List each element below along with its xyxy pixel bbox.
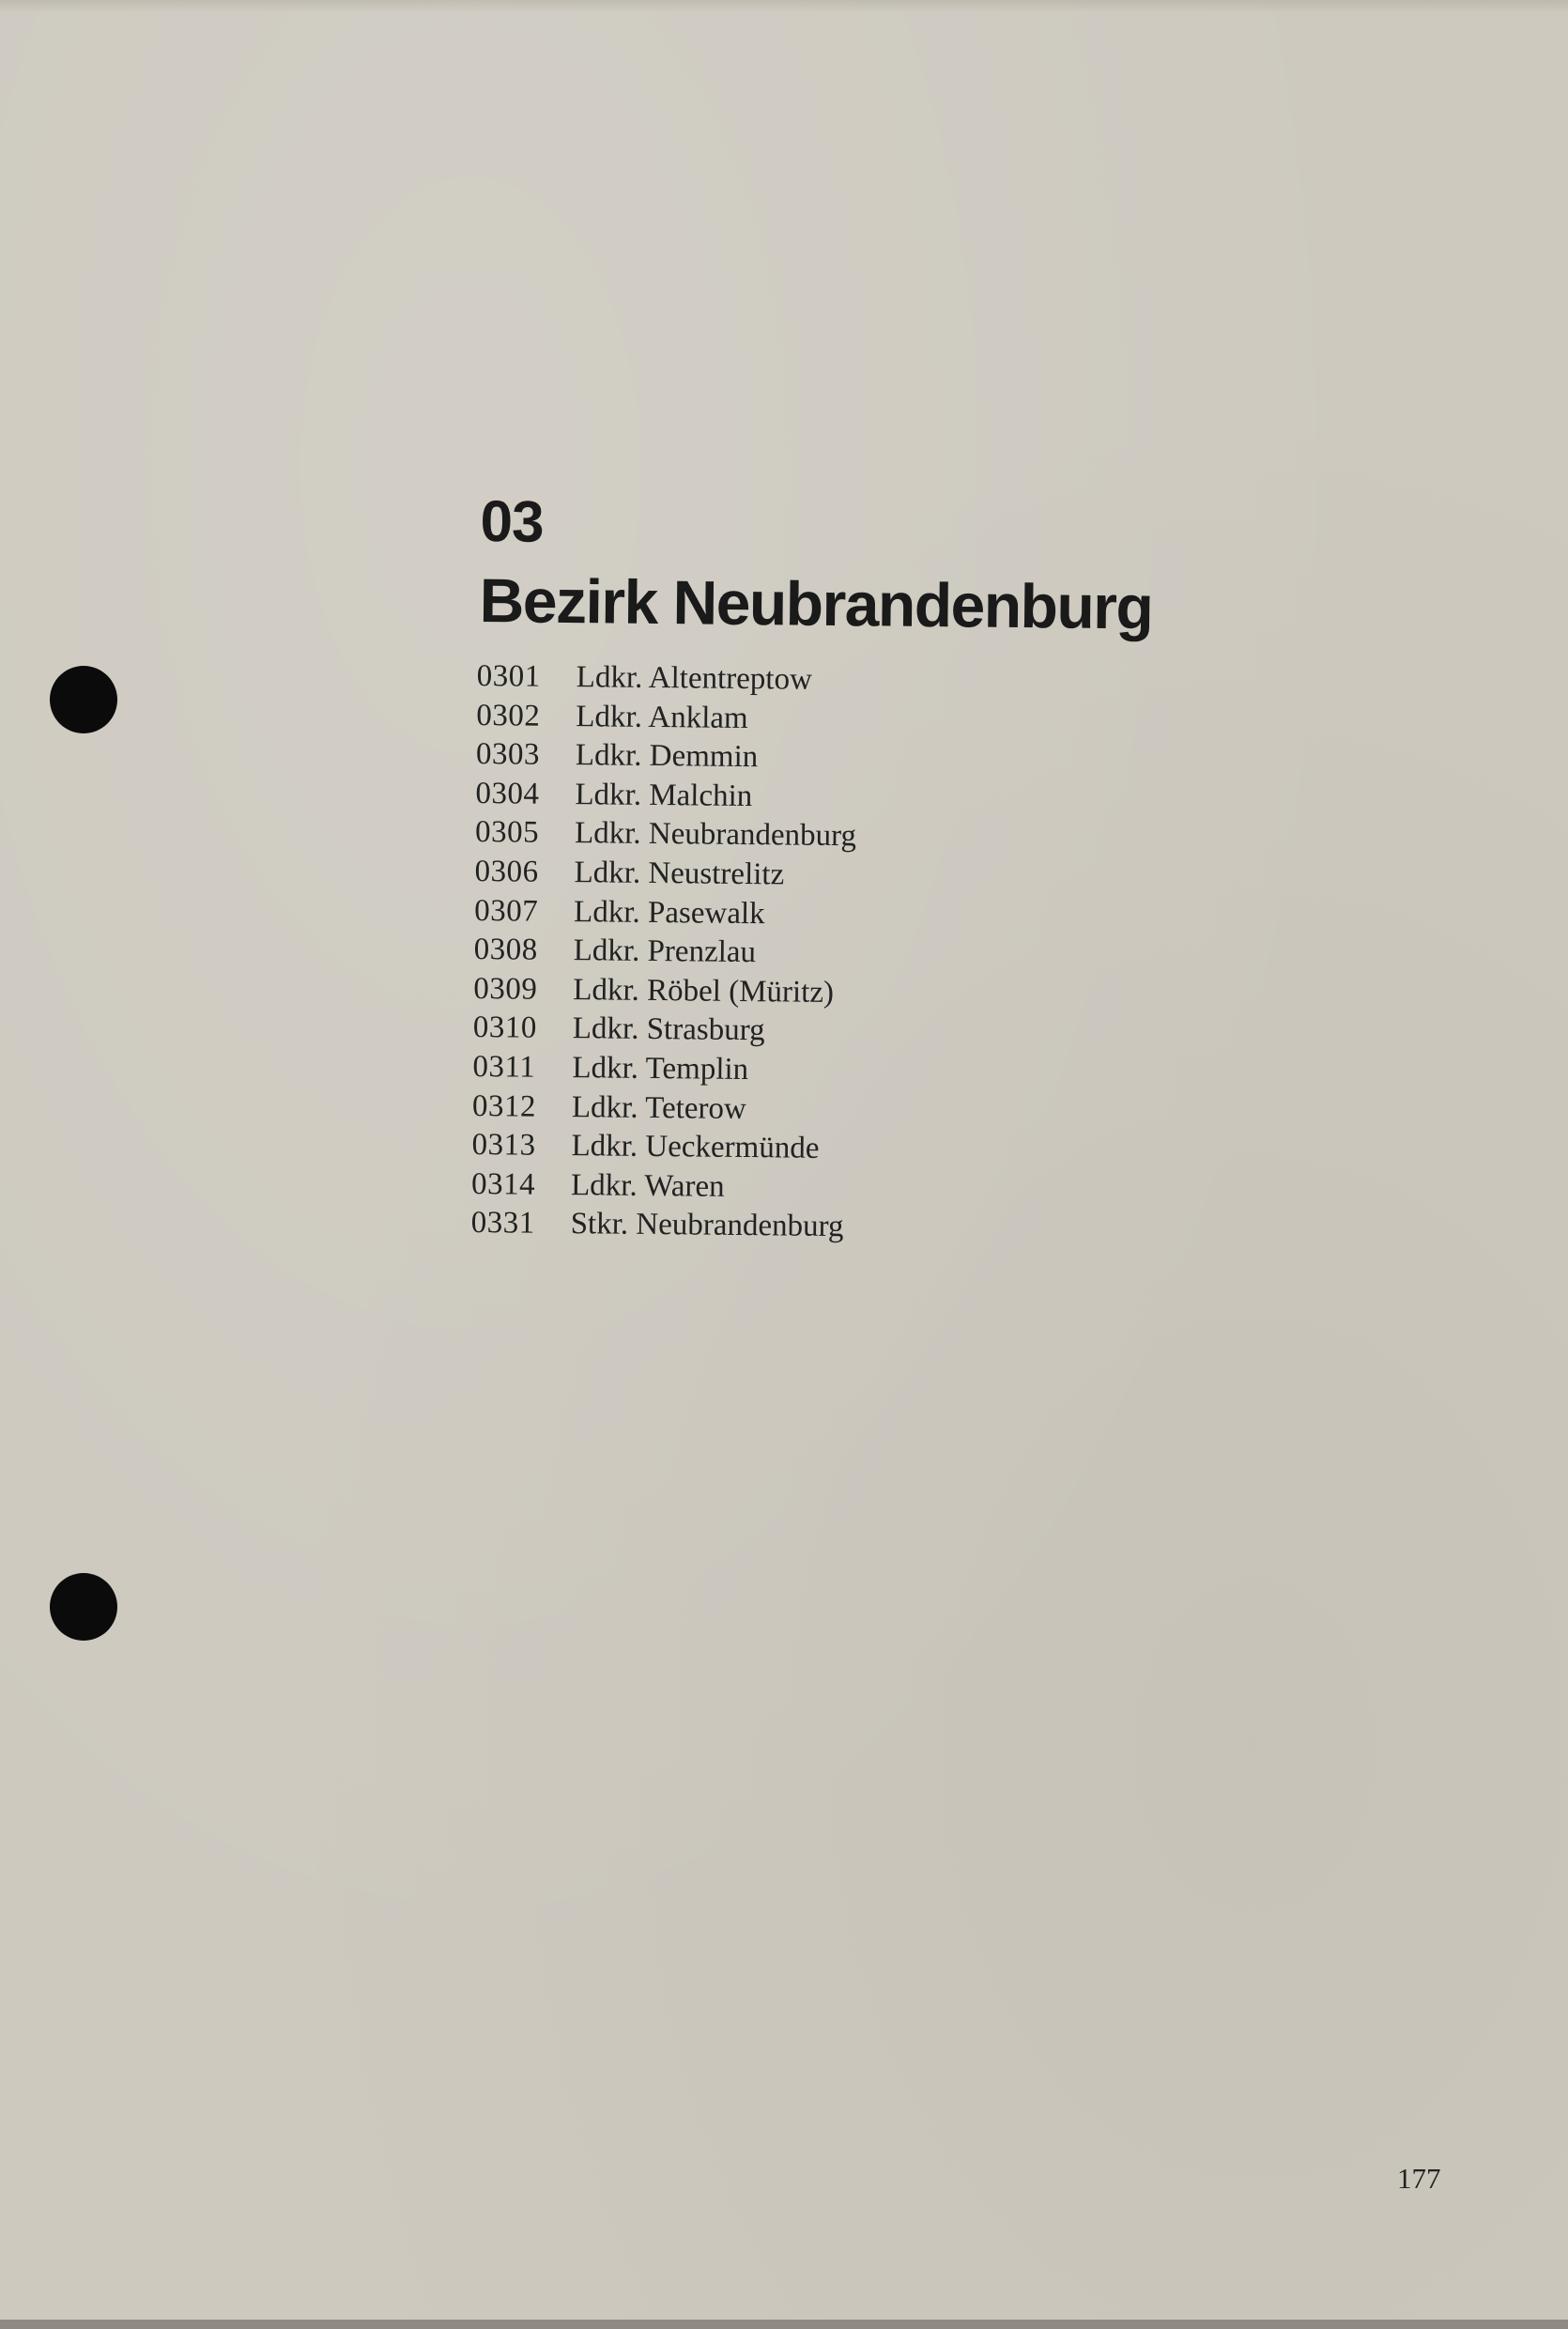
district-row <box>474 853 1131 899</box>
district-name: Ldkr. Ueckermünde <box>571 1129 820 1165</box>
district-code: 0304 <box>475 776 540 811</box>
district-code: 0301 <box>476 658 541 694</box>
district-row <box>470 1204 1128 1250</box>
section-title: Bezirk Neubrandenburg <box>479 564 1153 642</box>
page-top-edge <box>0 0 1568 13</box>
district-name: Ldkr. Prenzlau <box>573 933 757 970</box>
district-name: Ldkr. Malchin <box>575 777 753 813</box>
district-name: Ldkr. Röbel (Müritz) <box>573 972 835 1010</box>
district-row <box>471 1126 1129 1172</box>
punch-hole-lower <box>50 1573 117 1641</box>
district-code: 0305 <box>474 815 540 851</box>
district-code: 0313 <box>471 1128 536 1163</box>
district-name: Stkr. Neubrandenburg <box>570 1207 844 1244</box>
district-name: Ldkr. Teterow <box>571 1089 747 1126</box>
district-row <box>474 931 1131 977</box>
district-code: 0308 <box>473 933 538 967</box>
district-row <box>474 892 1131 938</box>
district-row <box>477 657 1134 703</box>
district-row <box>475 813 1132 859</box>
page-bottom-edge <box>0 2320 1568 2329</box>
district-name: Ldkr. Anklam <box>576 699 748 735</box>
district-name: Ldkr. Neustrelitz <box>574 856 785 892</box>
district-code: 0312 <box>471 1088 537 1124</box>
district-code: 0331 <box>470 1206 535 1241</box>
district-row <box>472 1087 1130 1134</box>
district-row <box>475 775 1132 821</box>
district-name: Ldkr. Altentreptow <box>576 660 813 697</box>
district-code: 0303 <box>475 737 541 772</box>
section-heading <box>479 484 1326 648</box>
district-code: 0307 <box>473 893 539 929</box>
district-name: Ldkr. Waren <box>570 1167 725 1204</box>
district-row <box>471 1165 1129 1211</box>
district-name: Ldkr. Neubrandenburg <box>574 816 857 854</box>
district-row <box>473 1009 1130 1055</box>
section-code: 03 <box>480 488 544 555</box>
district-code: 0302 <box>476 698 541 733</box>
district-code: 0309 <box>473 971 538 1007</box>
district-name: Ldkr. Strasburg <box>572 1011 765 1048</box>
district-code: 0314 <box>470 1166 536 1202</box>
district-row <box>476 697 1133 743</box>
district-name: Ldkr. Pasewalk <box>573 894 765 931</box>
district-name: Ldkr. Templin <box>572 1051 749 1087</box>
district-code: 0311 <box>472 1049 536 1085</box>
district-code: 0306 <box>474 854 539 889</box>
district-row <box>476 735 1133 781</box>
punch-hole-upper <box>50 666 117 733</box>
district-list <box>470 657 1133 1250</box>
page-number: 177 <box>1397 2162 1441 2195</box>
district-row <box>472 1048 1130 1094</box>
district-row <box>473 970 1130 1016</box>
district-code: 0310 <box>472 1010 538 1046</box>
district-name: Ldkr. Demmin <box>575 738 759 775</box>
